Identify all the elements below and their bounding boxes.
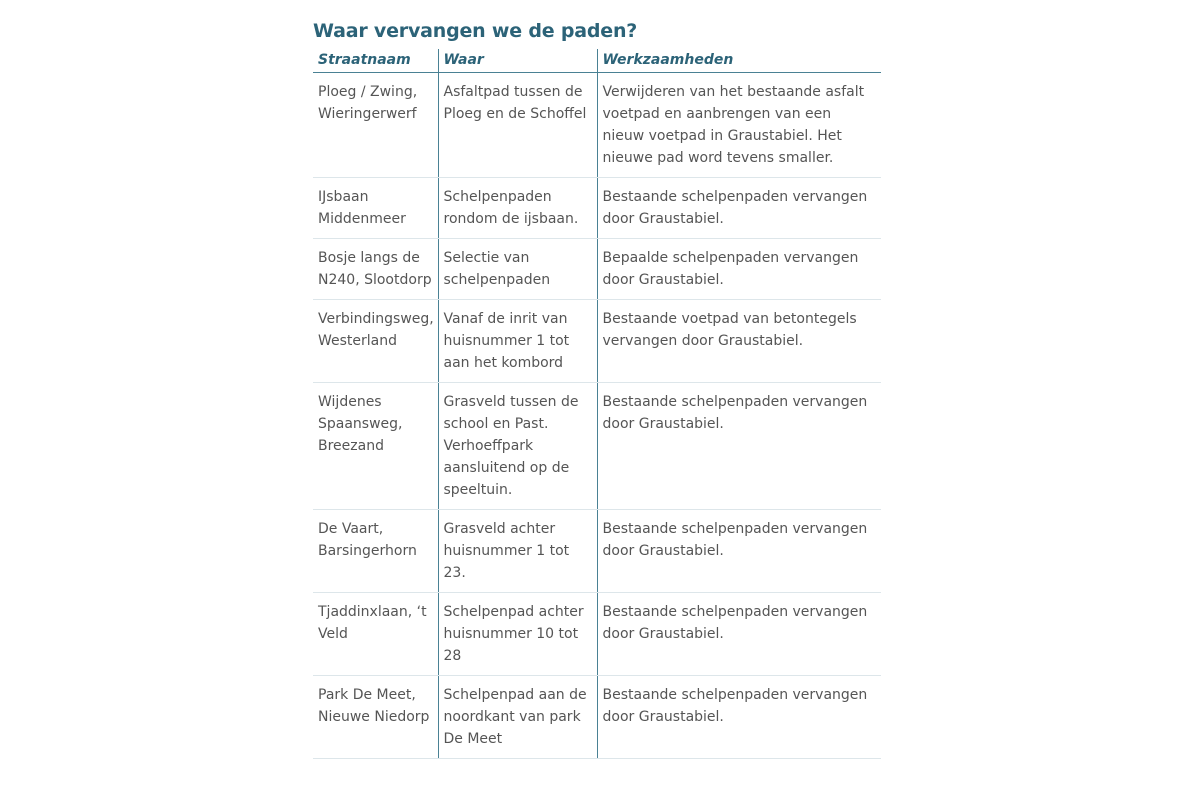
cell-werkzaamheden: Bestaande schelpenpaden vervangen door Graustabiel.: [597, 178, 881, 239]
header-waar: Waar: [438, 49, 597, 73]
table-body: [313, 73, 881, 759]
cell-waar: Schelpenpad aan de noordkant van park De Meet: [438, 676, 597, 759]
cell-waar: Grasveld achter huisnummer 1 tot 23.: [438, 510, 597, 593]
header-werkzaamheden: Werkzaamheden: [597, 49, 881, 73]
cell-werkzaamheden: Bestaande schelpenpaden vervangen door Graustabiel.: [597, 383, 881, 510]
header-row: [313, 49, 881, 73]
cell-straatnaam: Wijdenes Spaansweg, Breezand: [313, 383, 438, 510]
cell-straatnaam: Verbindingsweg, Westerland: [313, 300, 438, 383]
paths-section: [313, 16, 881, 759]
cell-waar: Vanaf de inrit van huisnummer 1 tot aan het kombord: [438, 300, 597, 383]
table-row: [313, 178, 881, 239]
table-row: [313, 676, 881, 759]
cell-werkzaamheden: Bestaande schelpenpaden vervangen door Graustabiel.: [597, 676, 881, 759]
table-row: [313, 383, 881, 510]
cell-straatnaam: Tjaddinxlaan, ‘t Veld: [313, 593, 438, 676]
table-row: [313, 239, 881, 300]
cell-werkzaamheden: Bestaande schelpenpaden vervangen door Graustabiel.: [597, 593, 881, 676]
cell-werkzaamheden: Bepaalde schelpenpaden vervangen door Graustabiel.: [597, 239, 881, 300]
cell-waar: Schelpenpaden rondom de ijsbaan.: [438, 178, 597, 239]
table-row: [313, 593, 881, 676]
header-straatnaam: Straatnaam: [313, 49, 438, 73]
cell-straatnaam: De Vaart, Barsingerhorn: [313, 510, 438, 593]
cell-werkzaamheden: Bestaande schelpenpaden vervangen door Graustabiel.: [597, 510, 881, 593]
cell-waar: Schelpenpad achter huisnummer 10 tot 28: [438, 593, 597, 676]
paths-table: [313, 49, 881, 759]
table-row: [313, 73, 881, 178]
cell-waar: Asfaltpad tussen de Ploeg en de Schoffel: [438, 73, 597, 178]
cell-waar: Grasveld tussen de school en Past. Verhoeffpark aansluitend op de speeltuin.: [438, 383, 597, 510]
cell-straatnaam: Bosje langs de N240, Slootdorp: [313, 239, 438, 300]
cell-straatnaam: IJsbaan Middenmeer: [313, 178, 438, 239]
table-row: [313, 300, 881, 383]
table-row: [313, 510, 881, 593]
table-header: [313, 49, 881, 73]
cell-straatnaam: Park De Meet, Nieuwe Niedorp: [313, 676, 438, 759]
cell-werkzaamheden: Verwijderen van het bestaande asfalt voetpad en aanbrengen van een nieuw voetpad in Graustabiel. Het nieuwe pad word tevens smaller.: [597, 73, 881, 178]
cell-straatnaam: Ploeg / Zwing, Wieringerwerf: [313, 73, 438, 178]
cell-werkzaamheden: Bestaande voetpad van betontegels vervangen door Graustabiel.: [597, 300, 881, 383]
page-title: Waar vervangen we de paden?: [313, 20, 638, 42]
cell-waar: Selectie van schelpenpaden: [438, 239, 597, 300]
